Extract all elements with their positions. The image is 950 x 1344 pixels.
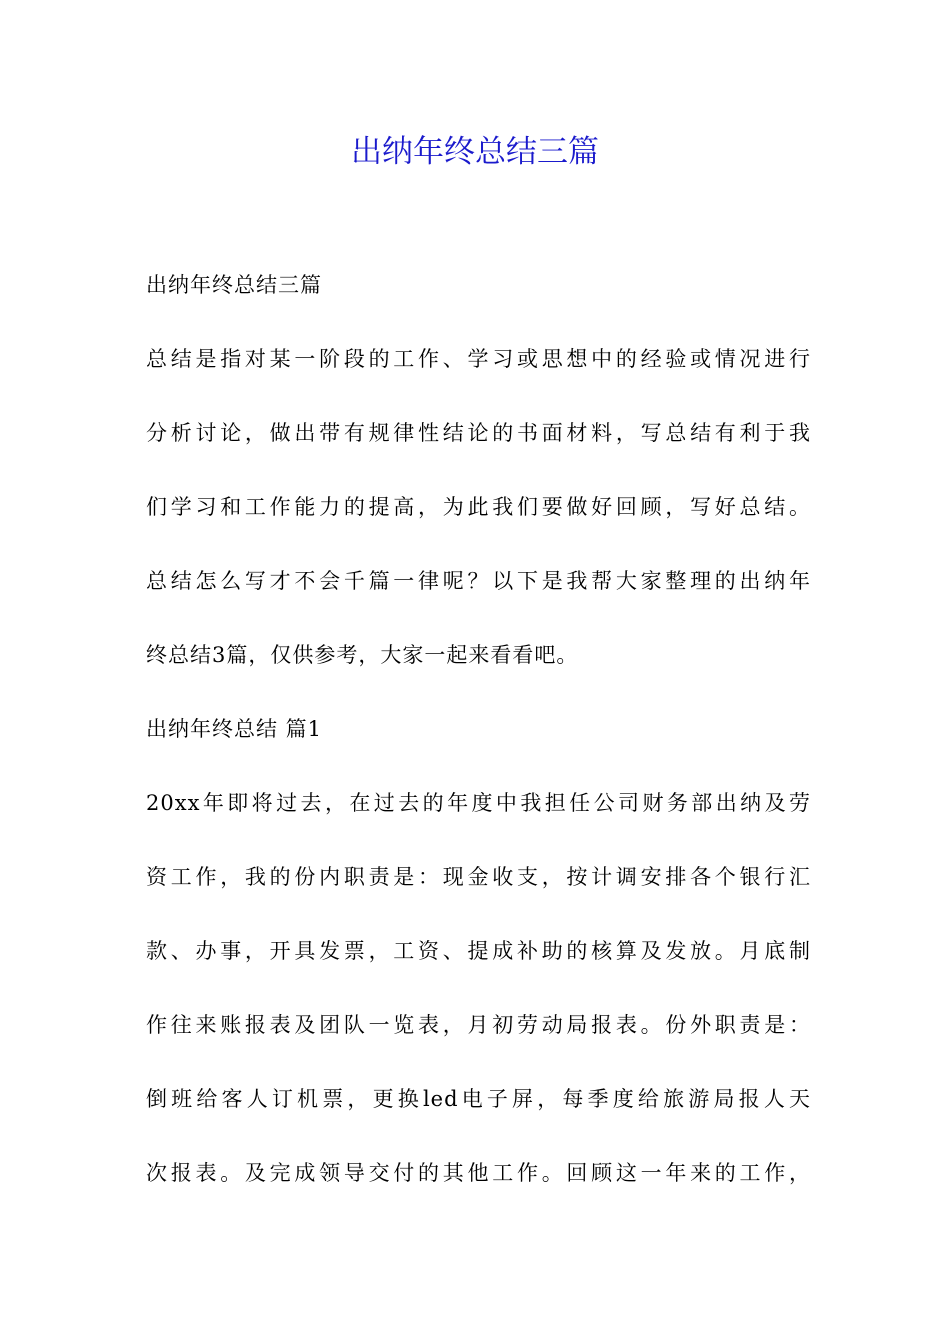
body-line: 分析讨论，做出带有规律性结论的书面材料，写总结有利于我 <box>146 421 811 445</box>
body-line: 总结是指对某一阶段的工作、学习或思想中的经验或情况进行 <box>146 347 811 371</box>
body-line: 倒班给客人订机票，更换led电子屏，每季度给旅游局报人天 <box>146 1087 811 1111</box>
document-body <box>146 262 811 1224</box>
body-line: 作往来账报表及团队一览表，月初劳动局报表。份外职责是： <box>146 1013 811 1037</box>
document-title: 出纳年终总结三篇 <box>351 134 599 170</box>
body-line: 终总结3篇，仅供参考，大家一起来看看吧。 <box>146 643 579 667</box>
body-line: 总结怎么写才不会千篇一律呢？以下是我帮大家整理的出纳年 <box>146 569 811 593</box>
body-line-heading: 出纳年终总结三篇 <box>146 273 322 297</box>
section-heading: 出纳年终总结 篇1 <box>146 717 323 741</box>
body-line: 20xx年即将过去，在过去的年度中我担任公司财务部出纳及劳 <box>146 791 811 815</box>
body-line: 次报表。及完成领导交付的其他工作。回顾这一年来的工作， <box>146 1161 811 1185</box>
body-line: 资工作，我的份内职责是：现金收支，按计调安排各个银行汇 <box>146 865 811 889</box>
body-line: 款、办事，开具发票，工资、提成补助的核算及发放。月底制 <box>146 939 811 963</box>
body-line: 们学习和工作能力的提高，为此我们要做好回顾，写好总结。 <box>146 495 811 519</box>
